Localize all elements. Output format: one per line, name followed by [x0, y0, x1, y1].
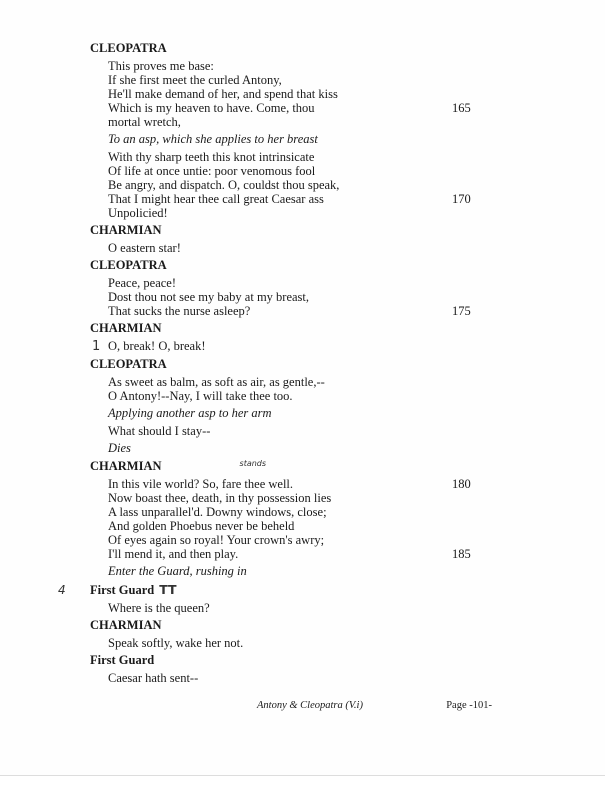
verse-line: [108, 241, 510, 255]
verse-text: O eastern star!: [108, 241, 181, 255]
verse-text: O Antony!--Nay, I will take thee too.: [108, 389, 293, 403]
speaker-name: [90, 258, 510, 273]
speech-lines: [108, 375, 510, 403]
verse-text: Of eyes again so royal! Your crown's awry;: [108, 533, 325, 547]
speaker-text: First Guard: [90, 653, 155, 667]
verse-line: [108, 101, 510, 115]
verse-text: Speak softly, wake her not.: [108, 636, 244, 650]
verse-line: [108, 87, 510, 101]
speech-lines: [108, 424, 510, 438]
verse-line: [108, 547, 510, 561]
speech-lines: [108, 671, 510, 685]
verse-line: [108, 601, 510, 615]
verse-text: Be angry, and dispatch. O, couldst thou speak,: [108, 178, 340, 192]
verse-line: [108, 491, 510, 505]
speaker-text: CLEOPATRA: [90, 41, 167, 55]
verse-line: [108, 304, 510, 318]
verse-text: Dost thou not see my baby at my breast,: [108, 290, 310, 304]
verse-line: [108, 276, 510, 290]
line-number: 175: [452, 304, 471, 318]
verse-line: [108, 477, 510, 491]
verse-line: [108, 519, 510, 533]
verse-text: Now boast thee, death, in thy possession lies: [108, 491, 332, 505]
speech-lines: [108, 241, 510, 255]
speech-lines: [108, 477, 510, 561]
stage-direction: Enter the Guard, rushing in: [108, 564, 247, 578]
line-number: 165: [452, 101, 471, 115]
verse-line: [108, 290, 510, 304]
footer-title: Antony & Cleopatra (V.i): [257, 700, 363, 711]
page-number: Page -101-: [446, 700, 492, 711]
verse-text: This proves me base:: [108, 59, 214, 73]
verse-text: O, break! O, break!: [108, 339, 206, 353]
verse-line: [108, 178, 510, 192]
speech-lines: [108, 150, 510, 220]
verse-text: As sweet as balm, as soft as air, as gentle,--: [108, 375, 325, 389]
speech-lines: [108, 601, 510, 615]
speech-lines: [108, 276, 510, 318]
speech-lines: [108, 636, 510, 650]
verse-text: mortal wretch,: [108, 115, 181, 129]
handwritten-mark-4: 4: [58, 583, 66, 597]
speaker-text: CLEOPATRA: [90, 258, 167, 272]
verse-line: [108, 505, 510, 519]
verse-text: Of life at once untie: poor venomous fool: [108, 164, 316, 178]
verse-text: That I might hear thee call great Caesar ass: [108, 192, 324, 206]
verse-line: [108, 73, 510, 87]
line-number: 170: [452, 192, 471, 206]
speaker-text: CHARMIAN: [90, 618, 162, 632]
page-footer: [90, 699, 510, 712]
verse-text: Where is the queen?: [108, 601, 210, 615]
line-number: 180: [452, 477, 471, 491]
verse-line: [108, 533, 510, 547]
verse-text: What should I stay--: [108, 424, 211, 438]
speaker-name: [90, 321, 510, 336]
script-text: [58, 38, 510, 712]
speaker-text: CHARMIAN: [90, 223, 162, 237]
verse-text: Which is my heaven to have. Come, thou: [108, 101, 315, 115]
handwritten-mark-pi: TT: [159, 582, 177, 597]
verse-text: And golden Phoebus never be beheld: [108, 519, 295, 533]
speech-lines: [108, 59, 510, 129]
speaker-name: [90, 618, 510, 633]
verse-line: [108, 424, 510, 438]
verse-line: [108, 671, 510, 685]
verse-text: With thy sharp teeth this knot intrinsicate: [108, 150, 315, 164]
handwritten-mark-1: 1: [92, 339, 101, 354]
verse-text: Caesar hath sent--: [108, 671, 199, 685]
line-number: 185: [452, 547, 471, 561]
verse-line: [108, 150, 510, 164]
speaker-text: CHARMIAN: [90, 321, 162, 335]
verse-line: [108, 636, 510, 650]
verse-line: [108, 59, 510, 73]
speaker-text: CLEOPATRA: [90, 357, 167, 371]
stage-direction: Dies: [108, 441, 131, 455]
verse-text: Peace, peace!: [108, 276, 176, 290]
verse-text: If she first meet the curled Antony,: [108, 73, 282, 87]
verse-text: I'll mend it, and then play.: [108, 547, 239, 561]
stage-direction: To an asp, which she applies to her breast: [108, 132, 318, 146]
speaker-name: [90, 41, 510, 56]
verse-line: [92, 339, 510, 354]
speech-lines: [92, 339, 510, 354]
speaker-text: First Guard: [90, 583, 155, 597]
handwritten-note-stands: stands: [239, 459, 267, 468]
speaker-name: [90, 653, 510, 668]
verse-line: [108, 375, 510, 389]
stage-direction: Applying another asp to her arm: [108, 406, 272, 420]
verse-line: [108, 164, 510, 178]
verse-line: [108, 192, 510, 206]
verse-text: Unpolicied!: [108, 206, 168, 220]
verse-line: [108, 206, 510, 220]
verse-line: [108, 389, 510, 403]
speaker-name: [90, 223, 510, 238]
speaker-name: [58, 582, 510, 598]
verse-text: He'll make demand of her, and spend that kiss: [108, 87, 338, 101]
verse-text: That sucks the nurse asleep?: [108, 304, 251, 318]
verse-line: [108, 115, 510, 129]
speaker-name: [90, 459, 510, 474]
speaker-name: [90, 357, 510, 372]
verse-text: A lass unparallel'd. Downy windows, close;: [108, 505, 327, 519]
verse-text: In this vile world? So, fare thee well.: [108, 477, 294, 491]
speaker-text: CHARMIAN: [90, 459, 162, 473]
